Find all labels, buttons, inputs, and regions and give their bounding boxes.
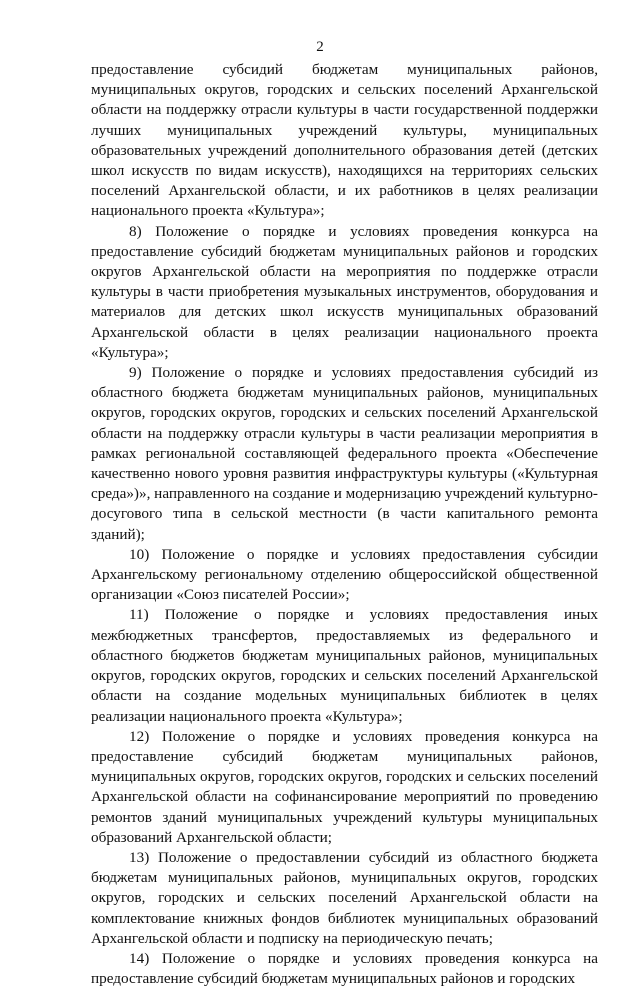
page-number: 2	[316, 39, 324, 55]
list-item-11: 11) Положение о порядке и условиях предоставления иных межбюджетных трансфертов, предоставляемых из федерального и областного бюджетов бюджетам муниципальных районов, муниципальных округов, городских округов, городских и сельских поселений Архангельской области на создание модельных муниципальных библиотек в целях реализации национального проекта «Культура»;	[91, 606, 598, 725]
paragraph-continuation: предоставление субсидий бюджетам муниципальных районов, муниципальных округов, городских и сельских поселений Архангельской области на поддержку отрасли культуры в части государственной поддержки лучших муниципальных учреждений культуры, муниципальных образовательных учреждений дополнительного образования детей (детских школ искусств по видам искусств), находящихся на территориях сельских поселений Архангельской области, и их работников в целях реализации национального проекта «Культура»;	[91, 61, 598, 220]
document-body	[91, 60, 598, 989]
list-item-13: 13) Положение о предоставлении субсидий из областного бюджета бюджетам муниципальных районов, муниципальных округов, городских округов, городских и сельских поселений Архангельской области на комплектование книжных фондов библиотек муниципальных образований Архангельской области и подписку на периодическую печать;	[91, 848, 598, 947]
list-item-8: 8) Положение о порядке и условиях проведения конкурса на предоставление субсидий бюджетам муниципальных районов и городских округов Архангельской области на мероприятия по поддержке отрасли культуры в части приобретения музыкальных инструментов, оборудования и материалов для детских школ искусств муниципальных образований Архангельской области в целях реализации национального проекта «Культура»;	[91, 222, 598, 361]
list-item-14: 14) Положение о порядке и условиях проведения конкурса на предоставление субсидий бюджетам муниципальных районов и городских	[91, 949, 598, 988]
list-item-10: 10) Положение о порядке и условиях предоставления субсидии Архангельскому региональному отделению общероссийской общественной организации «Союз писателей России»;	[91, 545, 598, 604]
list-item-9: 9) Положение о порядке и условиях предоставления субсидий из областного бюджета бюджетам муниципальных районов, муниципальных округов, городских округов, городских и сельских поселений Архангельской области на поддержку отрасли культуры в части реализации мероприятия в рамках региональной составляющей федерального проекта «Обеспечение качественно нового уровня развития инфраструктуры культуры («Культурная среда»)», направленного на создание и модернизацию учреждений культурно-досугового типа в сельской местности (в части капитального ремонта зданий);	[91, 364, 598, 543]
list-item-12: 12) Положение о порядке и условиях проведения конкурса на предоставление субсидий бюджетам муниципальных районов, муниципальных округов, городских округов, городских и сельских поселений Архангельской области на софинансирование мероприятий по проведению ремонтов зданий муниципальных учреждений культуры муниципальных образований Архангельской области;	[91, 727, 598, 846]
